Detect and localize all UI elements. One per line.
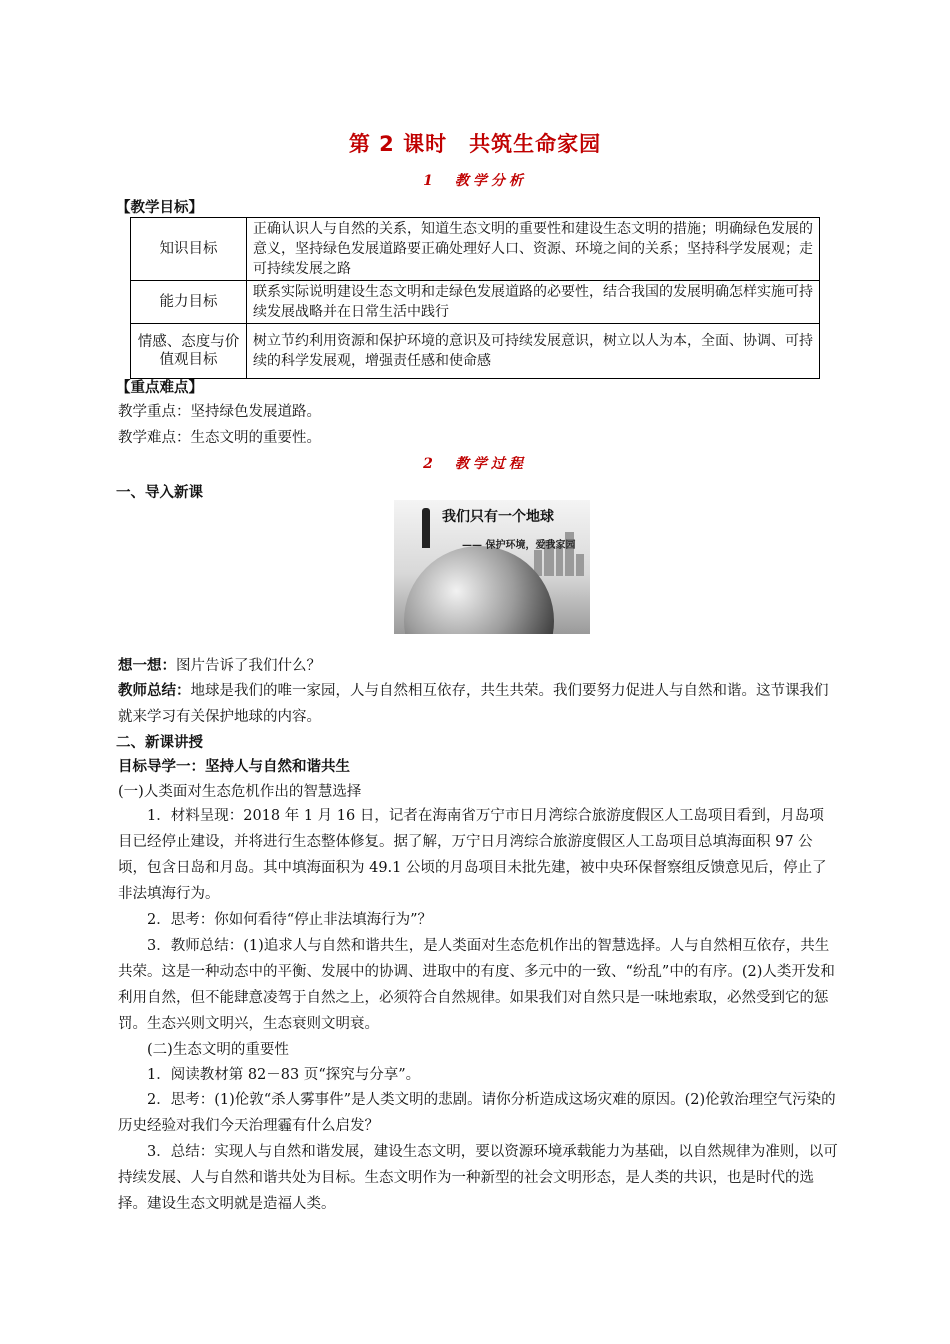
- lesson-title: 第 2 课时 共筑生命家园: [348, 132, 602, 156]
- think-text: 图片告诉了我们什么？: [176, 658, 321, 674]
- goal-text: 联系实际说明建设生态文明和走绿色发展道路的必要性，结合我国的发展明确怎样实施可持续发展战略并在日常生活中践行: [247, 281, 820, 324]
- think-line: [118, 653, 838, 679]
- earth-illustration: [394, 500, 590, 634]
- goal-text: 树立节约利用资源和保护环境的意识及可持续发展意识，树立以人为本，全面、协调、可持续的科学发展观，增强责任感和使命感: [247, 324, 820, 379]
- part1-heading: 一、导入新课: [116, 485, 203, 501]
- goals-row: [131, 218, 820, 281]
- goal-text: 正确认识人与自然的关系，知道生态文明的重要性和建设生态文明的措施；明确绿色发展的意义，坚持绿色发展道路要正确处理好人口、资源、环境之间的关系；坚持科学发展观；走可持续发展之路: [247, 218, 820, 281]
- figure-subtitle: —— 保护环境，爱我家园: [462, 540, 576, 551]
- goal-label: 能力目标: [131, 281, 247, 324]
- goals-row: [131, 281, 820, 324]
- key-point: 教学重点：坚持绿色发展道路。: [118, 404, 321, 420]
- section-heading-analysis: 1 教学分析: [423, 173, 527, 189]
- goal-label: 情感、态度与价值观目标: [131, 324, 247, 379]
- think-label: 想一想：: [118, 658, 176, 674]
- globe-graphic: [404, 546, 554, 634]
- goal-label: 知识目标: [131, 218, 247, 281]
- keypoints-heading: 【重点难点】: [116, 380, 203, 396]
- think-paragraph: 2．思考：你如何看待“停止非法填海行为”？: [147, 912, 433, 928]
- goal1-heading: 目标导学一：坚持人与自然和谐共生: [118, 759, 350, 775]
- goals-table: [130, 217, 820, 379]
- part2-heading: 二、新课讲授: [116, 735, 203, 751]
- sub2-heading: (二)生态文明的重要性: [147, 1042, 289, 1058]
- goals-row: [131, 324, 820, 379]
- think2-paragraph: 2．思考：(1)伦敦“杀人雾事件”是人类文明的悲剧。请你分析造成这场灾难的原因。(2)伦敦治理空气污染的历史经验对我们今天治理霾有什么启发？: [118, 1092, 836, 1134]
- person-figure: [422, 508, 430, 548]
- sub1-heading: (一)人类面对生态危机作出的智慧选择: [118, 784, 362, 800]
- teacher-label: 教师总结：: [118, 683, 191, 699]
- city-building: [576, 554, 584, 576]
- teacher-summary: [118, 678, 838, 730]
- difficult-point: 教学难点：生态文明的重要性。: [118, 430, 321, 446]
- material-paragraph: 1．材料呈现：2018 年 1 月 16 日，记者在海南省万宁市日月湾综合旅游度假区人工岛项目看到，月岛项目已经停止建设，并将进行生态整体修复。据了解，万宁日月湾综合旅游度假区人工岛项目总填海面积 97 公顷，包含日岛和月岛。其中填海面积为 49.1 公顷的月岛项目未批先建，被中央环保督察组反馈意见后，停止了非法填海行为。: [118, 808, 827, 902]
- summary-paragraph: 3．教师总结：(1)追求人与自然和谐共生，是人类面对生态危机作出的智慧选择。人与自然相互依存，共生共荣。这是一种动态中的平衡、发展中的协调、进取中的有度、多元中的一致、“纷乱”中的有序。(2)人类开发和利用自然，但不能肆意凌驾于自然之上，必须符合自然规律。如果我们对自然只是一味地索取，必然受到它的惩罚。生态兴则文明兴，生态衰则文明衰。: [118, 938, 835, 1032]
- read-paragraph: 1．阅读教材第 82－83 页“探究与分享”。: [147, 1067, 421, 1083]
- teacher-text: 地球是我们的唯一家园，人与自然相互依存，共生共荣。我们要努力促进人与自然和谐。这节课我们就来学习有关保护地球的内容。: [118, 683, 829, 725]
- figure-title: 我们只有一个地球: [442, 509, 554, 525]
- summary2-paragraph: 3．总结：实现人与自然和谐发展，建设生态文明，要以资源环境承载能力为基础，以自然规律为准则，以可持续发展、人与自然和谐共处为目标。生态文明作为一种新型的社会文明形态，是人类的共识，也是时代的选择。建设生态文明就是造福人类。: [118, 1144, 838, 1212]
- goals-heading: 【教学目标】: [116, 200, 203, 216]
- section-heading-process: 2 教学过程: [423, 456, 527, 472]
